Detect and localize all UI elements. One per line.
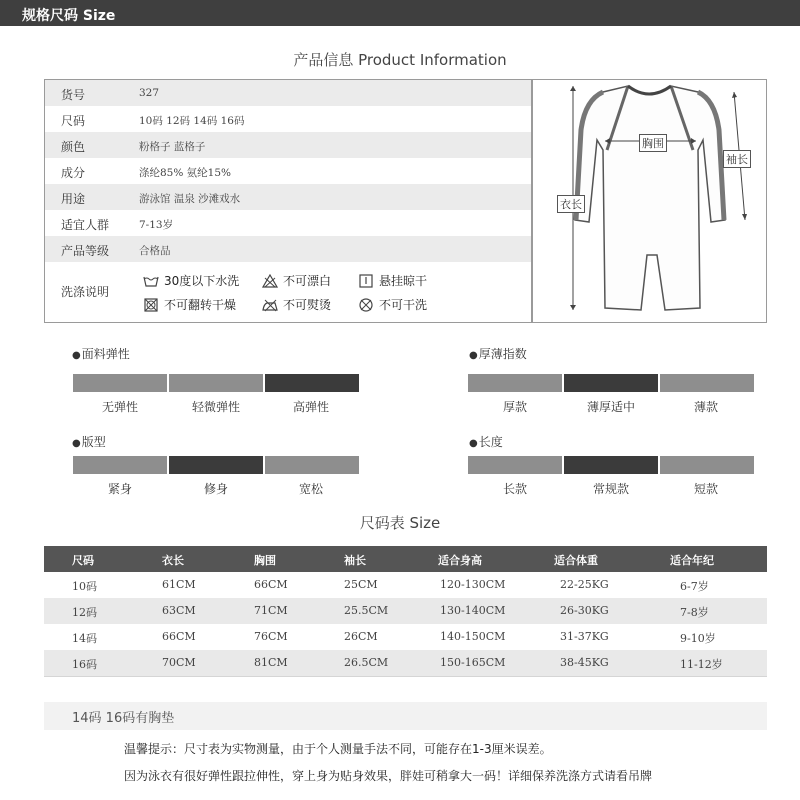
table-cell: 120-130CM: [440, 578, 506, 591]
wash-text: 不可熨烫: [283, 298, 332, 312]
wash-30-icon: [143, 274, 159, 288]
table-cell: 26CM: [344, 630, 378, 643]
scale-label: 高弹性: [292, 400, 329, 414]
table-cell: 81CM: [254, 656, 288, 669]
scale-segment: [73, 456, 167, 474]
tip-line-1: 温馨提示：尺寸表为实物测量，由于个人测量手法不同，可能存在1-3厘米误差。: [124, 742, 552, 756]
size-table-divider: [44, 676, 767, 677]
table-cell: 71CM: [254, 604, 288, 617]
table-cell: 66CM: [162, 630, 196, 643]
attr-title-fit: ● 版型: [72, 433, 106, 450]
info-label: 尺码: [61, 114, 86, 128]
scale-segment-selected: [265, 374, 359, 392]
wash-text: 不可翻转干燥: [164, 298, 237, 312]
table-cell: 16码: [72, 658, 97, 671]
wash-text: 30度以下水洗: [164, 274, 240, 288]
header-title: 规格尺码 Size: [22, 8, 116, 24]
table-cell: 140-150CM: [440, 630, 506, 643]
table-cell: 150-165CM: [440, 656, 506, 669]
info-label: 颜色: [61, 140, 86, 154]
no-iron-icon: [262, 298, 278, 312]
scale-label: 宽松: [298, 482, 323, 496]
wash-item: [358, 296, 427, 313]
info-value: 游泳馆 温泉 沙滩戏水: [139, 193, 241, 205]
scale-segment-selected: [169, 456, 263, 474]
scale-segment-selected: [564, 374, 658, 392]
table-row: [44, 650, 767, 676]
scale-label: 短款: [693, 482, 718, 496]
table-cell: 61CM: [162, 578, 196, 591]
table-cell: 9-10岁: [680, 632, 716, 645]
column-header: 衣长: [162, 554, 184, 567]
product-info-table: [45, 80, 532, 322]
table-cell: 7-8岁: [680, 606, 709, 619]
column-header: 适合年纪: [670, 554, 714, 567]
wash-item: [262, 272, 331, 289]
size-table-title: 尺码表 Size: [359, 514, 441, 532]
no-bleach-icon: [262, 274, 278, 288]
wash-text: 悬挂晾干: [379, 274, 428, 288]
column-header: 尺码: [72, 554, 94, 567]
scale-label: 薄厚适中: [586, 400, 635, 414]
info-label: 适宜人群: [61, 218, 110, 232]
size-table-header: [44, 546, 767, 572]
table-cell: 63CM: [162, 604, 196, 617]
no-tumble-dry-icon: [143, 298, 159, 312]
scale-elasticity: [73, 374, 359, 392]
table-row: [44, 598, 767, 624]
info-row-usage: [45, 184, 532, 210]
column-header: 适合身高: [438, 554, 482, 567]
scale-label: 长款: [502, 482, 527, 496]
scale-thickness: [468, 374, 754, 392]
info-value: 7-13岁: [139, 219, 174, 231]
table-cell: 22-25KG: [560, 578, 609, 591]
scale-segment: [73, 374, 167, 392]
chest-label: 胸围: [639, 134, 667, 152]
info-row-item-no: [45, 80, 532, 106]
hang-dry-icon: [358, 274, 374, 288]
no-dry-clean-icon: [358, 298, 374, 312]
table-cell: 11-12岁: [680, 658, 723, 671]
scale-segment: [468, 456, 562, 474]
table-cell: 76CM: [254, 630, 288, 643]
table-cell: 31-37KG: [560, 630, 609, 643]
scale-label: 常规款: [592, 482, 629, 496]
wash-text: 不可漂白: [283, 274, 332, 288]
info-label: 成分: [61, 166, 86, 180]
wash-label: 洗涤说明: [61, 285, 110, 299]
length-label: 衣长: [557, 195, 585, 213]
wash-item: [143, 272, 239, 289]
table-cell: 6-7岁: [680, 580, 709, 593]
scale-label: 薄款: [693, 400, 718, 414]
scale-segment: [265, 456, 359, 474]
info-label: 货号: [61, 88, 86, 102]
scale-label: 厚款: [502, 400, 527, 414]
table-cell: 14码: [72, 632, 97, 645]
scale-label: 紧身: [107, 482, 132, 496]
tip-line-2: 因为泳衣有很好弹性跟拉伸性，穿上身为贴身效果，胖娃可稍拿大一码！详细保养洗涤方式请看吊牌: [124, 769, 653, 783]
table-cell: 38-45KG: [560, 656, 609, 669]
info-value: 合格品: [139, 245, 171, 257]
scale-segment-selected: [564, 456, 658, 474]
product-info-title: 产品信息 Product Information: [293, 51, 507, 69]
wash-text: 不可干洗: [379, 298, 428, 312]
table-cell: 70CM: [162, 656, 196, 669]
scale-label: 无弹性: [101, 400, 138, 414]
attr-title-elasticity: ● 面料弹性: [72, 345, 130, 362]
table-row: [44, 624, 767, 650]
info-row-material: [45, 158, 532, 184]
info-row-grade: [45, 236, 532, 262]
scale-segment: [660, 374, 754, 392]
scale-segment: [660, 456, 754, 474]
scale-label: 修身: [203, 482, 228, 496]
table-cell: 26.5CM: [344, 656, 389, 669]
attr-title-length: ● 长度: [469, 433, 503, 450]
scale-fit: [73, 456, 359, 474]
scale-segment: [468, 374, 562, 392]
scale-segment: [169, 374, 263, 392]
column-header: 胸围: [254, 554, 276, 567]
table-cell: 66CM: [254, 578, 288, 591]
scale-label: 轻微弹性: [191, 400, 240, 414]
table-cell: 10码: [72, 580, 97, 593]
header-bar: [0, 0, 800, 26]
sleeve-label: 袖长: [723, 150, 751, 168]
info-row-size: [45, 106, 532, 132]
info-value: 粉格子 蓝格子: [139, 141, 206, 153]
scale-length: [468, 456, 754, 474]
table-row: [44, 572, 767, 598]
table-cell: 25CM: [344, 578, 378, 591]
table-cell: 130-140CM: [440, 604, 506, 617]
wash-instructions: [45, 262, 532, 322]
info-label: 产品等级: [61, 244, 110, 258]
note-text: 14码 16码有胸垫: [72, 711, 175, 726]
info-value: 10码 12码 14码 16码: [139, 115, 245, 127]
chest-pad-note: [44, 702, 767, 730]
table-cell: 26-30KG: [560, 604, 609, 617]
attr-title-thickness: ● 厚薄指数: [469, 345, 527, 362]
info-label: 用途: [61, 192, 86, 206]
column-header: 适合体重: [554, 554, 598, 567]
info-row-age: [45, 210, 532, 236]
info-row-color: [45, 132, 532, 158]
table-cell: 25.5CM: [344, 604, 389, 617]
info-value: 涤纶85% 氨纶15%: [139, 167, 232, 179]
wash-item: [262, 296, 331, 313]
wash-item: [143, 296, 236, 313]
info-value: 327: [139, 87, 160, 99]
wash-item: [358, 272, 427, 289]
garment-diagram: [532, 80, 766, 322]
table-cell: 12码: [72, 606, 97, 619]
column-header: 袖长: [344, 554, 366, 567]
